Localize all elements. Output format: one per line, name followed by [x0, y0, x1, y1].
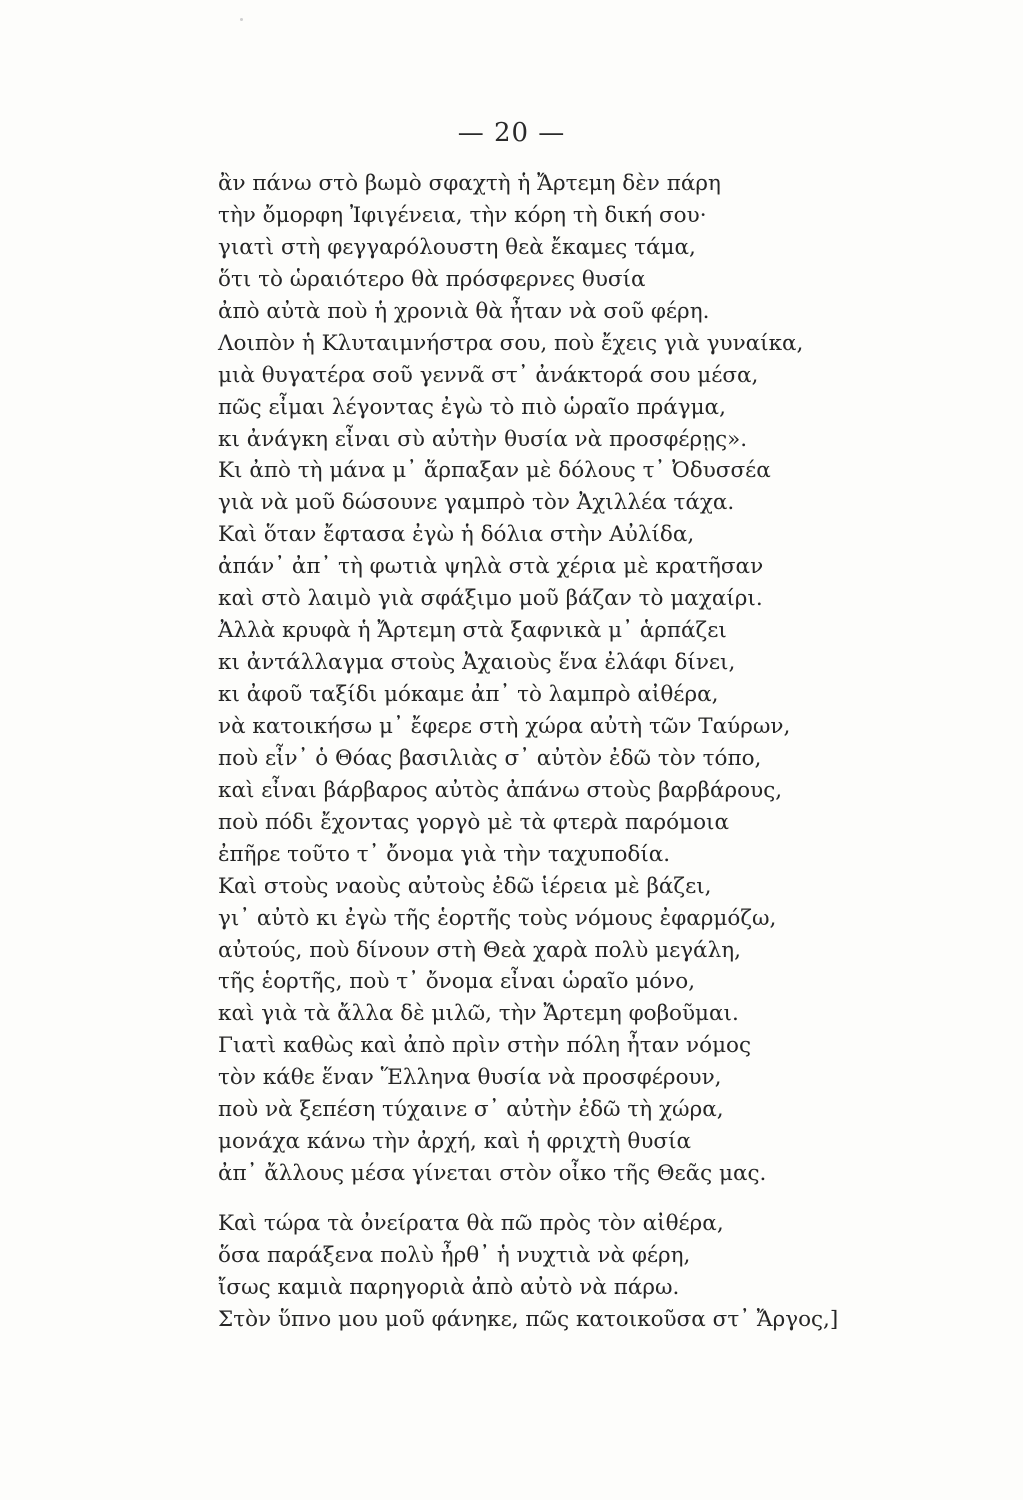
verse-line: Καὶ στοὺς ναοὺς αὐτοὺς ἐδῶ ἱέρεια μὲ βάζει, — [218, 873, 712, 899]
verse-line: Ἀλλὰ κρυφὰ ἡ Ἄρτεμη στὰ ξαφνικὰ μ᾿ ἁρπάζει — [218, 618, 727, 644]
verse-line: ἀπ᾿ ἄλλους μέσα γίνεται στὸν οἶκο τῆς Θεᾶς μας. — [218, 1161, 767, 1187]
verse-line: τὸν κάθε ἕναν Ἕλληνα θυσία νὰ προσφέρουν, — [218, 1065, 722, 1091]
verse-line: ἐπῆρε τοῦτο τ᾿ ὄνομα γιὰ τὴν ταχυποδία. — [218, 841, 671, 867]
verse-line: Λοιπὸν ἡ Κλυταιμνήστρα σου, ποὺ ἔχεις γιὰ γυναίκα, — [218, 330, 804, 356]
verse-line: γιατὶ στὴ φεγγαρόλουστη θεὰ ἔκαμες τάμα, — [218, 234, 696, 260]
verse-line: ποὺ πόδι ἔχοντας γοργὸ μὲ τὰ φτερὰ παρόμοια — [218, 809, 729, 835]
verse-line: ὅσα παράξενα πολὺ ἦρθ᾿ ἡ νυχτιὰ νὰ φέρη, — [218, 1242, 691, 1268]
verse-line: μονάχα κάνω τὴν ἀρχή, καὶ ἡ φριχτὴ θυσία — [218, 1129, 692, 1155]
verse-line: ἴσως καμιὰ παρηγοριὰ ἀπὸ αὐτὸ νὰ πάρω. — [218, 1274, 680, 1300]
paper-speck — [240, 18, 243, 21]
verse-line: γι᾿ αὐτὸ κι ἐγὼ τῆς ἑορτῆς τοὺς νόμους ἐφαρμόζω, — [218, 905, 777, 931]
verse-line: Καὶ τώρα τὰ ὀνείρατα θὰ πῶ πρὸς τὸν αἰθέρα, — [218, 1211, 724, 1236]
page-number: — 20 — — [457, 118, 566, 148]
verse-line: Κι ἀπὸ τὴ μάνα μ᾿ ἅρπαξαν μὲ δόλους τ᾿ Ὀδυσσέα — [218, 458, 771, 484]
stanza-2 — [218, 1208, 838, 1336]
verse-line: καὶ στὸ λαιμὸ γιὰ σφάξιμο μοῦ βάζαν τὸ μαχαίρι. — [218, 586, 763, 612]
verse-line: ἂν πάνω στὸ βωμὸ σφαχτὴ ἡ Ἄρτεμη δὲν πάρη — [218, 171, 721, 196]
verse-line: τὴν ὄμορφη Ἰφιγένεια, τὴν κόρη τὴ δική σου· — [218, 202, 707, 228]
verse-line: καὶ εἶναι βάρβαρος αὐτὸς ἀπάνω στοὺς βαρβάρους, — [218, 777, 783, 803]
verse-line: κι ἀφοῦ ταξίδι μόκαμε ἀπ᾿ τὸ λαμπρὸ αἰθέρα, — [218, 682, 719, 707]
verse-line: τῆς ἑορτῆς, ποὺ τ᾿ ὄνομα εἶναι ὡραῖο μόνο, — [218, 969, 696, 995]
verse-line: κι ἀνάγκη εἶναι σὺ αὐτὴν θυσία νὰ προσφέρῃς». — [218, 426, 748, 452]
verse-line: μιὰ θυγατέρα σοῦ γεννᾶ στ᾿ ἀνάκτορά σου μέσα, — [218, 362, 759, 388]
verse-line: καὶ γιὰ τὰ ἄλλα δὲ μιλῶ, τὴν Ἄρτεμη φοβοῦμαι. — [218, 1001, 739, 1027]
verse-line: ποὺ νὰ ξεπέση τύχαινε σ᾿ αὐτὴν ἐδῶ τὴ χώρα, — [218, 1097, 724, 1123]
verse-line: ποὺ εἶν᾿ ὁ Θόας βασιλιὰς σ᾿ αὐτὸν ἐδῶ τὸν τόπο, — [218, 745, 762, 771]
verse-line: αὐτούς, ποὺ δίνουν στὴ Θεὰ χαρὰ πολὺ μεγάλη, — [218, 937, 741, 963]
verse-line: ἀπάν᾿ ἀπ᾿ τὴ φωτιὰ ψηλὰ στὰ χέρια μὲ κρατῆσαν — [218, 554, 764, 580]
verse-line: ἀπὸ αὐτὰ ποὺ ἡ χρονιὰ θὰ ἦταν νὰ σοῦ φέρη. — [218, 298, 710, 324]
verse-line: Γιατὶ καθὼς καὶ ἀπὸ πρὶν στὴν πόλη ἦταν νόμος — [218, 1033, 752, 1059]
verse-line: γιὰ νὰ μοῦ δώσουνε γαμπρὸ τὸν Ἀχιλλέα τάχα. — [218, 490, 735, 516]
verse-line: ὅτι τὸ ὡραιότερο θὰ πρόσφερνες θυσία — [218, 266, 646, 292]
verse-line: κι ἀντάλλαγμα στοὺς Ἀχαιοὺς ἕνα ἐλάφι δίνει, — [218, 650, 736, 676]
verse-line: Στὸν ὕπνο μου μοῦ φάνηκε, πῶς κατοικοῦσα στ᾿ Ἄργος,] — [218, 1306, 839, 1332]
verse-line: Καὶ ὅταν ἔφτασα ἐγὼ ἡ δόλια στὴν Αὐλίδα, — [218, 522, 695, 548]
verse-line: πῶς εἶμαι λέγοντας ἐγὼ τὸ πιὸ ὡραῖο πράγμα, — [218, 394, 726, 420]
verse-line: νὰ κατοικήσω μ᾿ ἔφερε στὴ χώρα αὐτὴ τῶν Ταύρων, — [218, 713, 791, 739]
stanza-1 — [218, 168, 803, 1190]
